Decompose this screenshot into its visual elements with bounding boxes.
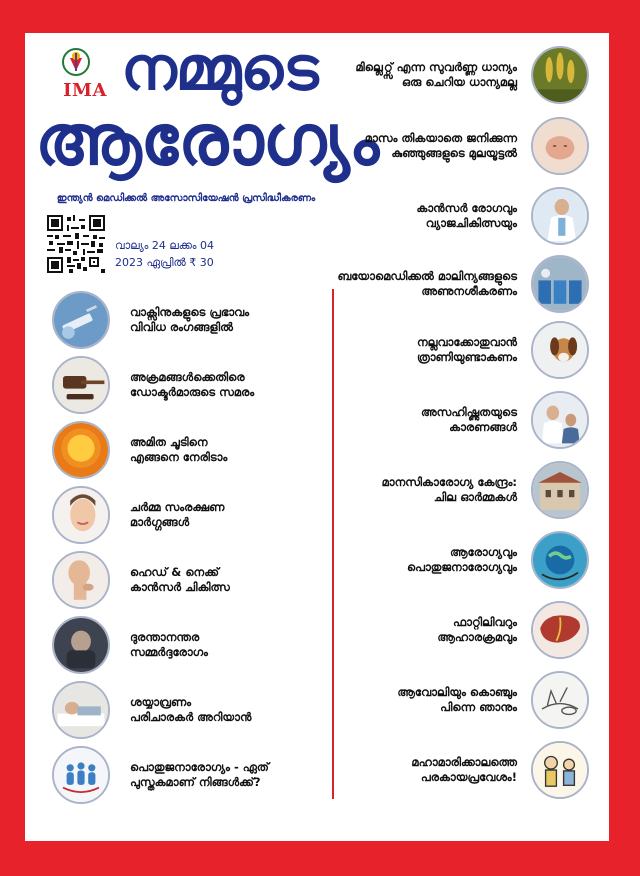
publisher-subtitle: ഇന്ത്യൻ മെഡിക്കൽ അസോസിയേഷൻ പ്രസിദ്ധീകരണം [56, 193, 316, 204]
ima-logo [61, 47, 109, 101]
right-item-line2: ത്രാണിയുണ്ടാകണം [416, 350, 517, 364]
liver-icon [531, 601, 589, 659]
right-item-line2: വ്യാജചികിത്സയും [425, 216, 517, 230]
left-item-line2: പരിചാരകർ അറിയാൻ [130, 710, 252, 724]
right-item-biomedical-waste[interactable] [337, 255, 589, 313]
left-item-line2: പുസ്തകമാണ് നിങ്ങൾക്ക്? [130, 775, 261, 789]
consultation-icon [531, 391, 589, 449]
right-item-line1: ആരോഗ്യവും [450, 545, 517, 559]
left-item-line1: അക്രമങ്ങൾക്കെതിരെ [130, 370, 245, 384]
left-item-line2: മാർഗ്ഗങ്ങൾ [130, 515, 190, 529]
right-item-line2: ചില ഓർമ്മകൾ [433, 490, 517, 504]
right-item-millets[interactable] [356, 46, 589, 104]
right-item-line2: പരകായപ്രവേശം! [420, 770, 517, 784]
left-item-ptsd[interactable] [52, 616, 208, 674]
right-item-line2: പൊതുജനാരോഗ്യവും [406, 560, 517, 574]
right-item-line1: കാൻസർ രോഗവും [416, 201, 517, 215]
cartoon-icon [531, 741, 589, 799]
vaccine-icon [52, 291, 110, 349]
right-item-line1: ആവോലിയും കൊഞ്ചും [397, 685, 517, 699]
dog-icon [531, 321, 589, 379]
magazine-cover [25, 33, 609, 841]
right-item-mental-health-centre[interactable] [382, 461, 589, 519]
right-item-intolerance[interactable] [421, 391, 589, 449]
right-item-line1: ബയോമെഡിക്കൽ മാലിന്യങ്ങളുടെ [337, 269, 517, 283]
right-item-health-public-health[interactable] [407, 531, 589, 589]
right-item-line2: കുഞ്ഞുങ്ങളുടെ മുലയൂട്ടൽ [391, 146, 517, 160]
left-item-line1: ദുരന്താനന്തര [130, 630, 200, 644]
left-item-line1: അമിത ചൂടിനെ [130, 435, 208, 449]
left-item-line2: എങ്ങനെ നേരിടാം [130, 450, 228, 464]
right-item-line1: അസഹിഷ്ണുതയുടെ [421, 405, 517, 419]
right-item-line1: നല്ലവാക്കോതുവാൻ [416, 335, 517, 349]
right-item-fatty-liver[interactable] [437, 601, 589, 659]
left-item-line2: ഡോക്ടർമാരുടെ സമരം [130, 385, 255, 399]
left-item-line1: വാക്സിനുകളുടെ പ്രഭാവം [130, 305, 250, 319]
stress-icon [52, 616, 110, 674]
right-item-line2: പിന്നെ ഞാനും [440, 700, 517, 714]
newborn-icon [531, 117, 589, 175]
right-item-preterm[interactable] [365, 117, 589, 175]
right-item-line1: മില്ലെറ്റ്സ് എന്ന സുവർണ്ണ ധാന്യം [355, 60, 517, 74]
globe-stethoscope-icon [531, 531, 589, 589]
left-item-skin-care[interactable] [52, 486, 224, 544]
left-item-line1: ഹെഡ് & നെക്ക് [130, 565, 219, 579]
left-item-line2: സമ്മർദ്ദരോഗം [130, 645, 208, 659]
masthead-title-line1: നമ്മുടെ [121, 34, 318, 104]
right-item-line1: മാനസികാരോഗ്യ കേന്ദ്രം: [381, 475, 517, 489]
qr-code-icon[interactable] [47, 215, 105, 273]
ima-logo-text: IMA [63, 80, 107, 101]
left-item-line1: ശയ്യാവ്രണം [130, 695, 192, 709]
right-item-pandemic[interactable] [411, 741, 589, 799]
right-item-line1: ഫാറ്റിലിവറും [453, 615, 517, 629]
millet-icon [531, 46, 589, 104]
bedsore-icon [52, 681, 110, 739]
column-divider [332, 289, 334, 799]
gavel-icon [52, 356, 110, 414]
left-item-public-health-book[interactable] [52, 746, 269, 804]
building-icon [531, 461, 589, 519]
issue-volume: വാല്യം 24 ലക്കം 04 [115, 239, 215, 252]
left-item-vaccine[interactable] [52, 291, 249, 349]
right-item-line2: ഒരു ചെറിയ ധാന്യമല്ല [401, 75, 517, 89]
biomedical-waste-icon [531, 255, 589, 313]
left-item-line1: പൊതുജനാരോഗ്യം - ഏത് [130, 760, 269, 774]
right-item-line1: മാസം തികയാതെ ജനിക്കുന്ന [364, 131, 517, 145]
right-item-line2: കാരണങ്ങൾ [449, 420, 517, 434]
left-item-heat[interactable] [52, 421, 227, 479]
face-skin-icon [52, 486, 110, 544]
issue-info [115, 237, 214, 271]
left-item-line2: കാൻസർ ചികിത്സ [130, 580, 230, 594]
right-item-kind-words[interactable] [417, 321, 589, 379]
left-item-line1: ചർമ്മ സംരക്ഷണ [130, 500, 225, 514]
ima-emblem-icon [61, 47, 91, 77]
left-item-head-neck[interactable] [52, 551, 230, 609]
left-item-line2: വിവിധ രംഗങ്ങളിൽ [130, 320, 233, 334]
sketch-icon [531, 671, 589, 729]
right-item-line2: അണുനശീകരണം [421, 284, 517, 298]
sun-icon [52, 421, 110, 479]
right-item-cancer-quackery[interactable] [416, 187, 589, 245]
right-item-line1: മഹാമാരിക്കാലത്തെ [411, 755, 517, 769]
issue-date-price: 2023 ഏപ്രിൽ ₹ 30 [115, 256, 214, 269]
masthead-title-line2: ആരോഗ്യം [35, 99, 379, 181]
right-item-line2: ആഹാരക്രമവും [437, 630, 517, 644]
right-item-fish-story[interactable] [397, 671, 589, 729]
public-health-icon [52, 746, 110, 804]
left-item-bedsore[interactable] [52, 681, 251, 739]
neck-icon [52, 551, 110, 609]
left-item-doctors-strike[interactable] [52, 356, 254, 414]
doctor-icon [531, 187, 589, 245]
